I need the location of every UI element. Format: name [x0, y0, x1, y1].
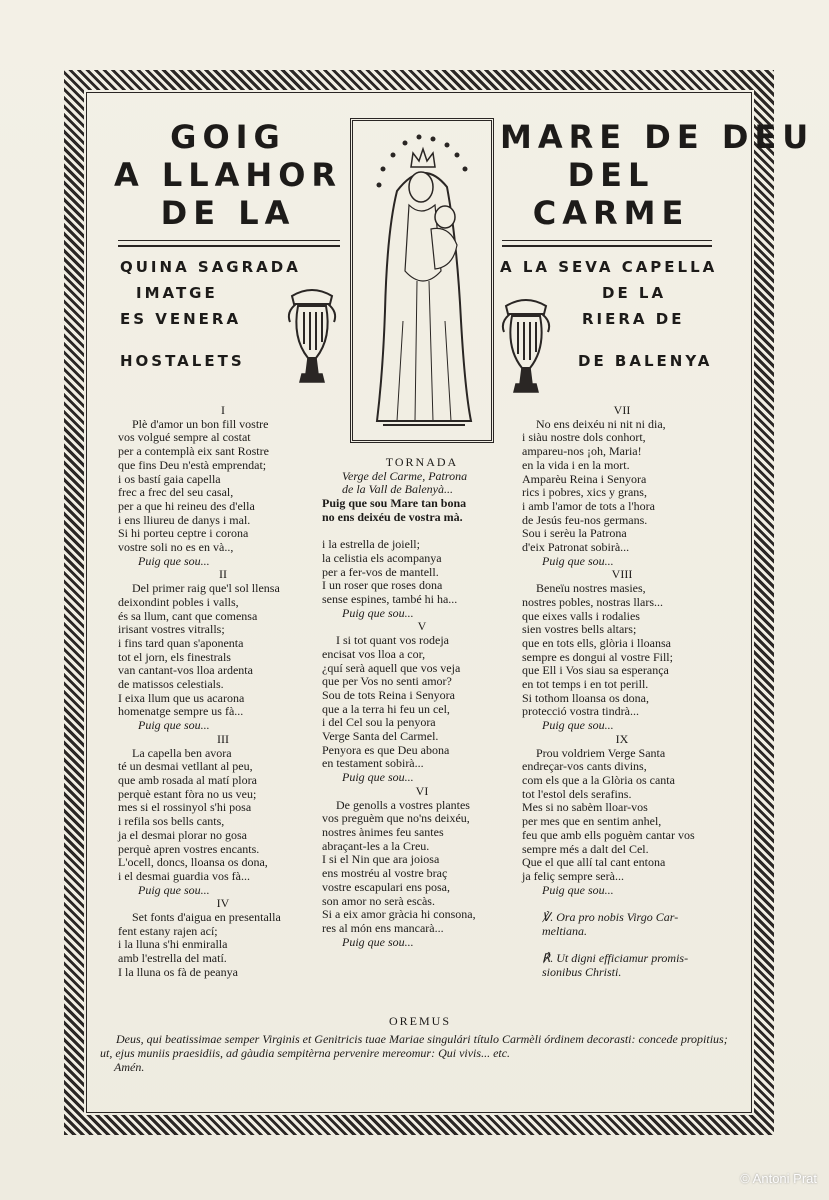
verse-line — [522, 938, 722, 952]
verse-line: van cantant-vos lloa ardenta — [118, 663, 253, 678]
verse-line: Si tothom lloansa os dona, — [522, 690, 649, 705]
verse-line: Sou de tots Reina i Senyora — [322, 687, 455, 702]
verse-line: d'eix Patronat sobirà... — [522, 540, 630, 555]
verse-line: ampareu-nos ¡oh, Maria! — [522, 444, 642, 459]
oremus-title: OREMUS — [388, 1014, 451, 1028]
verse-line: Plè d'amor un bon fill vostre — [132, 416, 269, 431]
title-rule-right — [502, 240, 712, 247]
vase-right-icon — [496, 292, 556, 402]
verse-line: VIII — [611, 567, 633, 582]
title-left — [112, 118, 344, 232]
verse-line: Verge del Carme, Patrona — [342, 468, 468, 483]
verse-line: IX — [615, 731, 629, 746]
verse-line: de matissos celestials. — [118, 677, 224, 692]
verse-line: i la estrella de joiell; — [322, 537, 420, 552]
verse-line: perquè apren vostres encants. — [118, 841, 260, 856]
verse-line: en la vida i en la mort. — [522, 457, 630, 472]
verse-line: sempre es dongui al vostre Fill; — [522, 649, 673, 664]
verse-line: II — [219, 567, 227, 582]
verse-line: ens mostréu al vostre braç — [322, 866, 448, 881]
verse-line: per mes que en sentim anhel, — [522, 814, 662, 829]
verse-line: i siàu nostre dols conhort, — [522, 430, 646, 445]
verse-line: Sou i serèu la Patrona — [522, 526, 627, 541]
verse-column-middle — [322, 456, 522, 949]
title-right — [500, 118, 815, 232]
verse-column-left — [118, 404, 328, 980]
verse-line: sempre més a dalt del Cel. — [522, 841, 649, 856]
subtitle-left-2: IMATGE — [136, 284, 218, 302]
verse-line: Puig que sou... — [342, 605, 414, 620]
verse-line: I si tot quant vos rodeja — [336, 633, 449, 648]
verse-line — [322, 525, 522, 539]
verse-line: ¿quí serà aquell que vos veja — [322, 660, 461, 675]
subtitle-right-4: DE BALENYA — [578, 352, 713, 370]
verse-line: que Ell i Vos siau sa esperança — [522, 663, 669, 678]
verse-line: deixondint pobles i valls, — [118, 594, 239, 609]
verse-line: I la lluna os fà de peanya — [118, 964, 238, 979]
verse-line: Si hi porteu ceptre i corona — [118, 526, 249, 541]
verse-line: que eixes valls i rodalies — [522, 608, 640, 623]
verse-line: Penyora es que Deu abona — [322, 742, 450, 757]
verse-line: VII — [613, 403, 631, 417]
verse-line: que en tots ells, glòria i lloansa — [522, 635, 671, 650]
verse-line: té un desmai vetllant al peu, — [118, 759, 253, 774]
verse-line: i os bastí gaia capella — [118, 471, 221, 486]
verse-line: son amor no serà escàs. — [322, 893, 435, 908]
verse-line: nostres ànimes feu santes — [322, 824, 444, 839]
verse-line: TORNADA — [385, 455, 459, 469]
verse-line: sionibus Christi. — [542, 964, 622, 979]
verse-line: vostre escapulari ens posa, — [322, 879, 450, 894]
verse-line: nostres pobles, nostras llars... — [522, 594, 663, 609]
verse-line: abraçant-les a la Creu. — [322, 838, 430, 853]
verse-line: i fins tard quan s'aponenta — [118, 635, 244, 650]
verse-line: Set fonts d'aigua en presentalla — [132, 910, 281, 925]
verse-line: I si el Nin que ara joiosa — [322, 852, 440, 867]
verse-line: Si a eix amor gràcia hi consona, — [322, 907, 476, 922]
verse-line: perquè estant fòra no us veu; — [118, 786, 257, 801]
verse-line: i amb l'amor de tots a l'hora — [522, 498, 655, 513]
verse-line: i ens lliureu de danys i mal. — [118, 512, 251, 527]
oremus-prayer — [100, 1032, 730, 1074]
verse-line: frec a frec del seu casal, — [118, 485, 234, 500]
title-right-line: DEL — [567, 156, 655, 194]
verse-line: I — [221, 403, 225, 417]
verse-line: Puig que sou... — [138, 882, 210, 897]
subtitle-left-4: HOSTALETS — [120, 352, 245, 370]
verse-line: Beneïu nostres masies, — [536, 581, 646, 596]
verse-line: homenatge sempre us fà... — [118, 704, 244, 719]
madonna-and-child-image — [353, 121, 491, 440]
madonna-image-frame — [350, 118, 494, 443]
verse-line: Puig que sou... — [542, 553, 614, 568]
verse-line: Del primer raig que'l sol llensa — [132, 581, 280, 596]
verse-line: fent estany rajen ací; — [118, 923, 218, 938]
amen-text: Amén. — [114, 1060, 145, 1074]
verse-line: Puig que sou... — [342, 770, 414, 785]
verse-line: I un roser que roses dona — [322, 578, 443, 593]
verse-line: protecció vostra tindrà... — [522, 704, 639, 719]
verse-line: rics i pobres, xics y grans, — [522, 485, 647, 500]
verse-line: Puig que sou... — [342, 934, 414, 949]
verse-line: que amb rosada al matí plora — [118, 772, 257, 787]
verse-line: III — [217, 731, 229, 746]
title-left-line: A LLAHOR — [113, 156, 343, 194]
verse-line: La capella ben avora — [132, 745, 232, 760]
verse-line: IV — [216, 896, 230, 911]
verse-line: Puig que sou... — [542, 718, 614, 733]
verse-line: ja feliç sempre serà... — [522, 868, 624, 883]
title-right-line: MARE DE DEU — [500, 118, 815, 156]
copyright-watermark: © Antoni Prat — [740, 1171, 817, 1186]
verse-line: Prou voldriem Verge Santa — [536, 745, 666, 760]
subtitle-right-3: RIERA DE — [582, 310, 685, 328]
verse-line: Que el que allí tal cant entona — [522, 855, 666, 870]
verse-line: que a la terra hi feu un cel, — [322, 701, 450, 716]
verse-line: meltiana. — [542, 923, 587, 938]
verse-line: De genolls a vostres plantes — [336, 797, 470, 812]
verse-line: Puig que sou... — [542, 882, 614, 897]
title-rule-left — [118, 240, 340, 247]
subtitle-right-2: DE LA — [602, 284, 667, 302]
verse-line: Puig que sou... — [138, 553, 210, 568]
verse-line: ja el desmai plorar no gosa — [118, 827, 247, 842]
vase-left-icon — [282, 282, 342, 392]
verse-line: per a que hi reineu des d'ella — [118, 498, 255, 513]
verse-line: encisat vos lloa a cor, — [322, 646, 426, 661]
verse-line: és sa llum, cant que comensa — [118, 608, 258, 623]
verse-line: L'ocell, doncs, lloansa os dona, — [118, 855, 268, 870]
verse-line: com els que a la Glòria os canta — [522, 772, 675, 787]
verse-line: No ens deixéu ni nit ni dia, — [536, 416, 666, 431]
subtitle-left-1: QUINA SAGRADA — [120, 258, 301, 276]
title-right-line: CARME — [532, 194, 690, 232]
verse-line: amb l'estrella del matí. — [118, 951, 227, 966]
title-left-line: GOIG — [170, 118, 286, 156]
verse-line: vostre soli no es en và.., — [118, 540, 234, 555]
verse-line: vos preguèm que no'ns deixéu, — [322, 811, 470, 826]
subtitle-left-3: ES VENERA — [120, 310, 242, 328]
title-left-line: DE LA — [160, 194, 296, 232]
verse-line: que per Vos no senti amor? — [322, 674, 452, 689]
verse-line: sense espines, també hi ha... — [322, 592, 458, 607]
verse-line: i el desmai guardia vos fà... — [118, 868, 250, 883]
verse-line: I eixa llum que us acarona — [118, 690, 245, 705]
verse-line: de la Vall de Balenyà... — [342, 482, 453, 497]
verse-line: sien vostres bells altars; — [522, 622, 637, 637]
verse-line: Puig que sou... — [138, 718, 210, 733]
oremus-text: Deus, qui beatissimae semper Virginis et Genitricis tuae Mariae singulári título Carmèli órdinem decorasti: concede propitius; ut, ejus muniis praesidiis, ad gàudia sempitèrna pervenire mereomur: Qui vivis... etc. — [100, 1032, 728, 1060]
verse-line: Puig que sou Mare tan bona — [322, 496, 467, 511]
verse-line: i del Cel sou la penyora — [322, 715, 436, 730]
verse-line: endreçar-vos cants divins, — [522, 759, 647, 774]
verse-line: i refila sos bells cants, — [118, 814, 225, 829]
verse-line: res al món ens mancarà... — [322, 920, 444, 935]
verse-line: ℟. Ut digni efficiamur promis- — [542, 951, 689, 966]
verse-line: en testament sobirà... — [322, 756, 424, 771]
verse-line: Mes si no sabèm lloar-vos — [522, 800, 648, 815]
verse-line: VI — [415, 783, 429, 798]
verse-line: V — [417, 619, 427, 634]
verse-line: tot l'estol dels serafins. — [522, 786, 632, 801]
verse-line: que fins Deu n'està emprendat; — [118, 457, 267, 472]
verse-line: tot el jorn, els finestrals — [118, 649, 231, 664]
verse-line: i la lluna s'hi enmiralla — [118, 937, 228, 952]
verse-line: per a fer-vos de mantell. — [322, 564, 439, 579]
verse-line: Amparèu Reina i Senyora — [522, 471, 647, 486]
subtitle-right-1: A LA SEVA CAPELLA — [500, 258, 718, 276]
verse-line: en tot temps i en tot perill. — [522, 677, 649, 692]
verse-line: irisant vostres vitralls; — [118, 622, 225, 637]
verse-column-right — [522, 404, 722, 980]
verse-line — [522, 897, 722, 911]
verse-line: la celistia els acompanya — [322, 550, 442, 565]
verse-line: ℣. Ora pro nobis Virgo Car- — [542, 910, 679, 925]
verse-line: Verge Santa del Carmel. — [322, 729, 439, 744]
verse-line: de Jesús feu-nos germans. — [522, 512, 648, 527]
verse-line: no ens deixéu de vostra mà. — [322, 509, 463, 524]
verse-line: per a contemplà eix sant Rostre — [118, 444, 269, 459]
verse-line: mes si el rossinyol s'hi posa — [118, 800, 252, 815]
verse-line: vos volgué sempre al costat — [118, 430, 251, 445]
verse-line: feu que amb ells poguèm cantar vos — [522, 827, 695, 842]
